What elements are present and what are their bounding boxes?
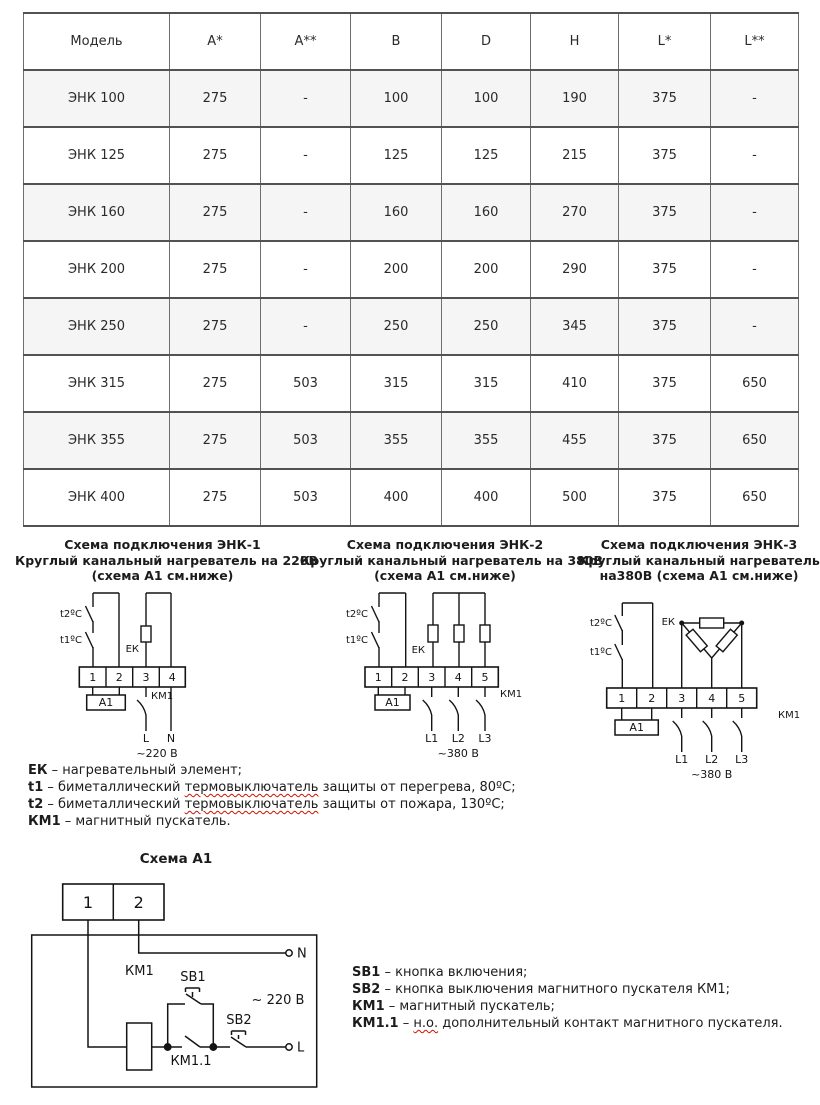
value-cell: 100 [351,70,442,127]
col-header-2: A** [261,13,351,70]
col-header-7: L** [711,13,799,70]
heater-element-top [700,618,724,628]
terminal-5: 5 [481,671,489,684]
value-cell: 125 [442,127,531,184]
legend-text-km11a: – [398,1016,414,1031]
model-cell: ЭНК 200 [24,241,170,298]
phase-l1-label: L1 [425,732,439,745]
km1-label: КМ1 [500,689,523,700]
value-cell: - [711,184,799,241]
legend-text-km11b: дополнительный контакт магнитного пускателя. [438,1016,783,1031]
thermal-switch-blades [372,606,380,648]
legend-text-t1b: защиты от перегрева, 80ºС; [318,780,516,795]
enk2-diagram-title [300,537,604,584]
terminal-3: 3 [428,671,436,684]
value-cell: - [261,241,351,298]
voltage-label: ~380 В [437,747,479,760]
terminal-2: 2 [401,671,409,684]
value-cell: 650 [711,355,799,412]
model-cell: ЭНК 100 [24,70,170,127]
table-row-ЭНК-315 [24,355,799,412]
value-cell: - [711,127,799,184]
enk1-title-line1: Схема подключения ЭНК-1 [64,537,261,552]
model-cell: ЭНК 400 [24,469,170,526]
value-cell: 190 [531,70,619,127]
value-cell: 345 [531,298,619,355]
value-cell: 160 [442,184,531,241]
table-header-row [24,13,799,70]
legend-line-t1 [28,779,516,796]
heater-element-right [716,629,737,652]
value-cell: 400 [442,469,531,526]
legend-line-sb1 [352,964,783,981]
value-cell: 355 [351,412,442,469]
terminal-2: 2 [648,692,656,705]
value-cell: 375 [619,127,711,184]
value-cell: 503 [261,355,351,412]
t2-label: t2ºC [346,609,368,620]
value-cell: 100 [442,70,531,127]
table-row-ЭНК-355 [24,412,799,469]
t2-label: t2ºC [590,618,612,629]
model-cell: ЭНК 355 [24,412,170,469]
sb1-contact-blade [186,994,201,1004]
sb1-label: SB1 [180,970,206,985]
value-cell: 455 [531,412,619,469]
terminal-1: 1 [89,671,97,684]
value-cell: 375 [619,355,711,412]
enk3-diagram-title [578,537,820,584]
a1-label: А1 [385,696,400,709]
ek-label: ЕК [125,644,139,655]
enk3-title-line2: Круглый канальный нагреватель [578,552,820,568]
value-cell: 375 [619,184,711,241]
neutral-n-label: N [166,732,176,745]
dimensions-table [23,12,799,527]
legend-text-km1: – магнитный пускатель. [60,814,231,829]
legend-key-t2: t2 [28,797,44,812]
value-cell: 275 [170,70,261,127]
value-cell: 250 [442,298,531,355]
legend-key-t1: t1 [28,780,44,795]
value-cell: - [261,298,351,355]
col-header-1: A* [170,13,261,70]
value-cell: 375 [619,298,711,355]
legend-text-t2a: – биметаллический [43,797,185,812]
km1-contact-blade [137,700,146,715]
sb2-label: SB2 [226,1013,252,1028]
legend-text-km1b: – магнитный пускатель; [384,999,555,1014]
phase-l2-label: L2 [451,732,465,745]
terminal-3: 3 [678,692,686,705]
value-cell: 315 [351,355,442,412]
heater-element-symbol [141,626,151,642]
value-cell: - [711,241,799,298]
legend-line-t2 [28,796,516,813]
value-cell: 400 [351,469,442,526]
value-cell: 250 [351,298,442,355]
value-cell: 125 [351,127,442,184]
enk3-title-line3: на380В (схема А1 см.ниже) [599,568,799,583]
ek-label: ЕК [411,645,425,656]
value-cell: - [261,70,351,127]
value-cell: 275 [170,355,261,412]
model-cell: ЭНК 250 [24,298,170,355]
l-terminal-circle [286,1044,292,1050]
value-cell: - [261,184,351,241]
value-cell: 275 [170,469,261,526]
legend-line-km1b [352,998,783,1015]
col-header-0: Модель [24,13,170,70]
value-cell: 500 [531,469,619,526]
table-row-ЭНК-200 [24,241,799,298]
enk3-title-line1: Схема подключения ЭНК-3 [600,537,798,552]
legend-line-km11 [352,1015,783,1032]
col-header-6: L* [619,13,711,70]
components-legend [28,762,516,830]
value-cell: 275 [170,184,261,241]
value-cell: 375 [619,469,711,526]
km1-label: КМ1 [151,691,174,702]
legend-text-t1a: – биметаллический [43,780,185,795]
t1-label: t1ºC [346,635,368,646]
a1-terminal-2: 2 [133,893,144,912]
enk1-title-line2: Круглый канальный нагреватель на 220В [15,552,319,568]
model-cell: ЭНК 315 [24,355,170,412]
value-cell: 275 [170,412,261,469]
km11-label: КМ1.1 [170,1054,212,1069]
legend-key-sb1: SB1 [352,965,381,980]
enk2-title-line2: Круглый канальный нагреватель на 380В [300,552,604,568]
enk2-title-line3: (схема А1 см.ниже) [374,568,516,583]
table-body [24,70,799,526]
value-cell: 503 [261,469,351,526]
legend-key-ek: ЕК [28,763,48,778]
table-row-ЭНК-160 [24,184,799,241]
terminal-1: 1 [374,671,382,684]
km1-contact-blades [673,721,742,736]
ek-label: ЕК [661,617,675,628]
a1-schematic [30,875,330,1105]
value-cell: 275 [170,127,261,184]
value-cell: - [261,127,351,184]
col-header-4: D [442,13,531,70]
value-cell: 275 [170,241,261,298]
phase-l3-label: L3 [478,732,492,745]
voltage-label: ~220 В [136,747,178,760]
n-terminal-circle [286,950,292,956]
value-cell: 375 [619,70,711,127]
a1-label: А1 [98,696,114,709]
value-cell: 315 [442,355,531,412]
terminal-4: 4 [708,692,716,705]
enk1-diagram-title [15,537,319,584]
a1-legend [352,964,783,1032]
legend-key-km1: КМ1 [28,814,61,829]
legend-key-km11: КМ1.1 [352,1016,399,1031]
a1-label: А1 [629,721,644,734]
terminal-2: 2 [115,671,123,684]
km1-coil-label: КМ1 [125,964,154,979]
sb2-button-actuator [232,1031,246,1039]
legend-line-sb2 [352,981,783,998]
legend-line-ek [28,762,516,779]
terminal-3: 3 [142,671,150,684]
phase-l1-label: L1 [675,753,689,766]
t1-label: t1ºC [60,635,82,646]
heater-element-symbol-3 [480,625,490,642]
value-cell: 375 [619,412,711,469]
terminal-5: 5 [738,692,746,705]
value-cell: 355 [442,412,531,469]
a1-terminal-1: 1 [82,893,94,912]
legend-wavy-t1: термовыключатель [184,780,319,795]
heater-element-symbol-2 [454,625,464,642]
value-cell: - [711,70,799,127]
table-row-ЭНК-125 [24,127,799,184]
value-cell: 375 [619,241,711,298]
table-row-ЭНК-250 [24,298,799,355]
n-label: N [297,946,307,962]
thermal-switch-blades [86,606,94,648]
model-cell: ЭНК 160 [24,184,170,241]
enk2-wires [365,593,498,731]
value-cell: 290 [531,241,619,298]
legend-wavy-km11: н.о. [413,1016,439,1031]
t2-label: t2ºC [60,609,82,620]
heater-element-symbol-1 [428,625,438,642]
legend-text-ek: – нагревательный элемент; [47,763,243,778]
enk3-wiring-diagram [585,595,815,790]
phase-l3-label: L3 [735,753,749,766]
legend-text-t2b: защиты от пожара, 130ºС; [318,797,505,812]
legend-key-sb2: SB2 [352,982,381,997]
value-cell: 650 [711,469,799,526]
model-cell: ЭНК 125 [24,127,170,184]
enk2-title-line1: Схема подключения ЭНК-2 [346,537,544,552]
value-cell: 160 [351,184,442,241]
value-cell: 200 [351,241,442,298]
legend-line-km1 [28,813,516,830]
table-row-ЭНК-400 [24,469,799,526]
km1-contact-blades [423,700,485,715]
value-cell: - [711,298,799,355]
a1-schema-title: Схема А1 [139,851,213,867]
value-cell: 275 [170,298,261,355]
legend-text-sb2: – кнопка выключения магнитного пускателя КМ1; [380,982,731,997]
km11-contact-blade [185,1036,200,1047]
col-header-5: H [531,13,619,70]
terminal-4: 4 [168,671,176,684]
enk1-wires [79,593,185,731]
value-cell: 503 [261,412,351,469]
value-cell: 215 [531,127,619,184]
enk1-title-line3: (схема А1 см.ниже) [91,568,234,583]
value-cell: 270 [531,184,619,241]
heater-element-left [686,629,707,652]
terminal-4: 4 [454,671,462,684]
terminal-1: 1 [618,692,626,705]
km1-coil [127,1023,152,1070]
legend-wavy-t2: термовыключатель [184,797,319,812]
legend-key-km1b: КМ1 [352,999,385,1014]
phase-l2-label: L2 [705,753,719,766]
enk1-wiring-diagram [40,585,260,775]
table-row-ЭНК-100 [24,70,799,127]
km1-label: КМ1 [778,710,801,721]
value-cell: 410 [531,355,619,412]
phase-l-label: L [142,732,150,745]
thermal-switch-blades [615,615,623,660]
t1-label: t1ºC [590,647,612,658]
voltage-label: ~380 В [691,768,733,781]
value-cell: 200 [442,241,531,298]
l-label: L [297,1040,305,1056]
value-cell: 650 [711,412,799,469]
enk2-wiring-diagram [330,585,575,780]
a1-voltage-label: ~ 220 В [251,993,305,1008]
col-header-3: B [351,13,442,70]
legend-text-sb1: – кнопка включения; [380,965,528,980]
